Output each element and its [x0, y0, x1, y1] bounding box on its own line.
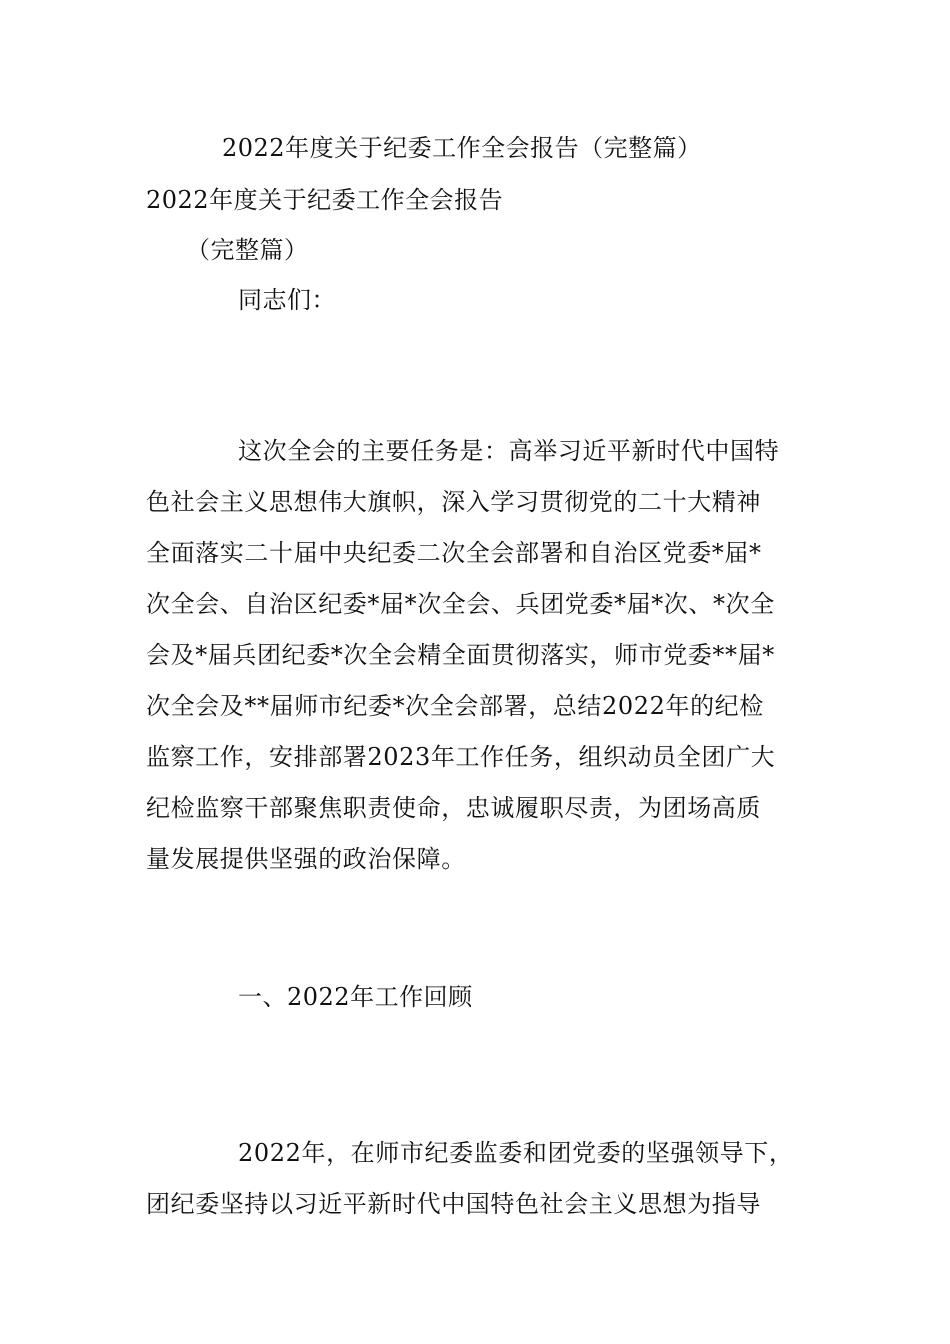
paragraph-line: 全面落实二十届中央纪委二次全会部署和自治区党委*届*	[146, 539, 762, 567]
section-heading: 一、2022年工作回顾	[238, 983, 473, 1011]
paragraph-main-tasks	[146, 426, 816, 885]
paragraph-line: 色社会主义思想伟大旗帜，深入学习贯彻党的二十大精神	[146, 488, 761, 516]
paragraph-line: 这次全会的主要任务是：高举习近平新时代中国特	[238, 437, 780, 465]
document-title: 2022年度关于纪委工作全会报告（完整篇）	[222, 134, 702, 162]
paragraph-line: 次全会及**届师市纪委*次全会部署，总结2022年的纪检	[146, 692, 764, 720]
paragraph-line: 次全会、自治区纪委*届*次全会、兵团党委*届*次、*次全	[146, 590, 775, 618]
paragraph-line: 团纪委坚持以习近平新时代中国特色社会主义思想为指导	[146, 1190, 761, 1218]
paragraph-line: 量发展提供坚强的政治保障。	[146, 845, 466, 873]
salutation: 同志们：	[238, 286, 336, 314]
document-subtitle-suffix: （完整篇）	[186, 236, 309, 264]
paragraph-line: 会及*届兵团纪委*次全会精全面贯彻落实，师市党委**届*	[146, 641, 775, 669]
paragraph-line: 监察工作，安排部署2023年工作任务，组织动员全团广大	[146, 743, 776, 771]
paragraph-line: 2022年，在师市纪委监委和团党委的坚强领导下，	[238, 1139, 794, 1167]
paragraph-review	[146, 1128, 816, 1230]
paragraph-line: 纪检监察干部聚焦职责使命，忠诚履职尽责，为团场高质	[146, 794, 761, 822]
document-subtitle: 2022年度关于纪委工作全会报告	[146, 186, 504, 214]
